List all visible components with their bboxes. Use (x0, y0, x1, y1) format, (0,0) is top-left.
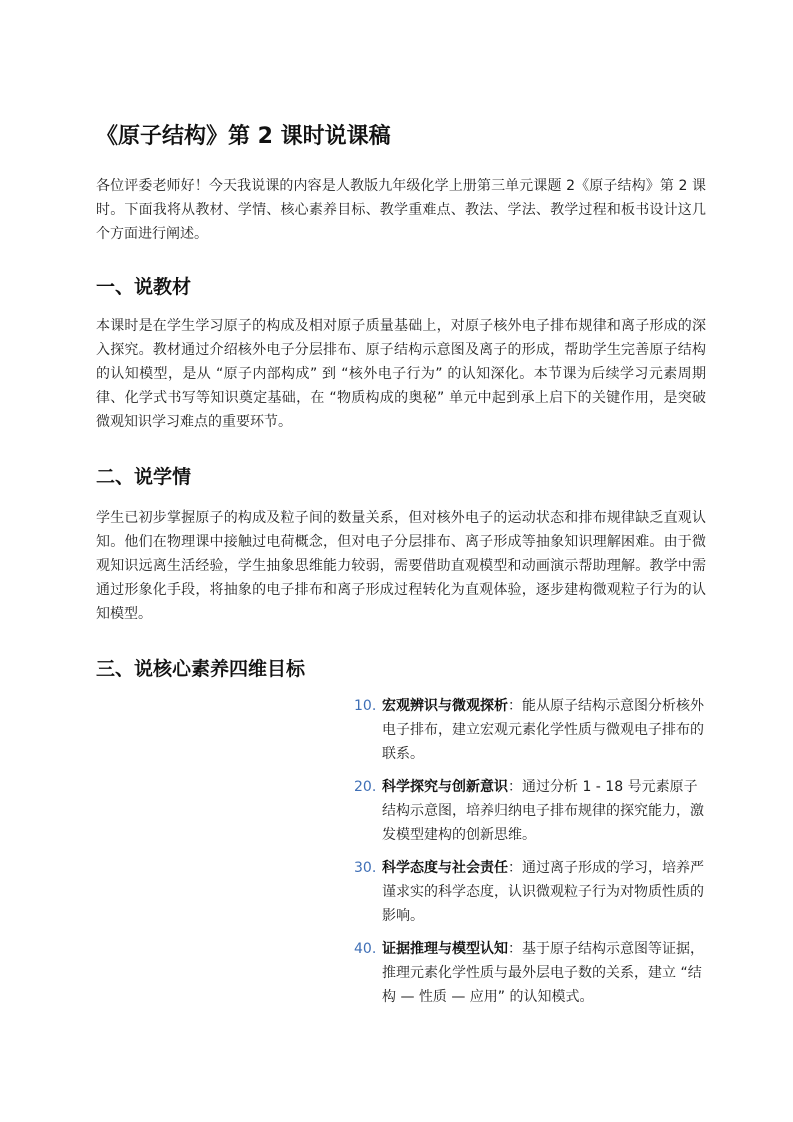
goal-text: ：通过离子形成的学习，培养严谨求实的科学态度，认识微观粒子行为对物质性质的影响。 (382, 860, 704, 924)
section-body-students: 学生已初步掌握原子的构成及粒子间的数量关系，但对核外电子的运动状态和排布规律缺乏直观认知。他们在物理课中接触过电荷概念，但对电子分层排布、离子形成等抽象知识理解困难。由于微观知识远离生活经验，学生抽象思维能力较弱，需要借助直观模型和动画演示帮助理解。教学中需通过形象化手段，将抽象的电子排布和离子形成过程转化为直观体验，逐步建构微观粒子行为的认知模型。 (96, 510, 706, 622)
goal-term: 科学探究与创新意识 (382, 779, 508, 795)
document-title: 《原子结构》第 2 课时说课稿 (96, 124, 391, 149)
goal-item (354, 856, 704, 928)
goal-term: 科学态度与社会责任 (382, 860, 508, 876)
section-heading-students: 二、说学情 (96, 466, 192, 488)
document-page (96, 118, 706, 1018)
goal-number: 10. (354, 698, 377, 714)
goal-item (354, 937, 704, 1009)
section-heading-goals: 三、说核心素养四维目标 (96, 658, 306, 680)
goal-item (354, 775, 704, 847)
section-body-textbook: 本课时是在学生学习原子的构成及相对原子质量基础上，对原子核外电子排布规律和离子形成的深入探究。教材通过介绍核外电子分层排布、原子结构示意图及离子的形成，帮助学生完善原子结构的认知模型，是从 “原子内部构成” 到 “核外电子行为” 的认知深化。本节课为后续学习元素周期律、化学式书写等知识奠定基础，在 “物质构成的奥秘” 单元中起到承上启下的关键作用，是突破微观知识学习难点的重要环节。 (96, 318, 706, 430)
goal-term: 证据推理与模型认知 (382, 941, 508, 957)
goal-number: 20. (354, 779, 377, 795)
goal-text: ：基于原子结构示意图等证据，推理元素化学性质与最外层电子数的关系，建立 “结构 — 性质 — 应用” 的认知模式。 (382, 941, 704, 1005)
goal-term: 宏观辨识与微观探析 (382, 698, 508, 714)
goal-number: 30. (354, 860, 377, 876)
goals-list (354, 694, 704, 1009)
section-heading-textbook: 一、说教材 (96, 276, 192, 298)
intro-paragraph: 各位评委老师好！今天我说课的内容是人教版九年级化学上册第三单元课题 2《原子结构》第 2 课时。下面我将从教材、学情、核心素养目标、教学重难点、教法、学法、教学过程和板书设计这几个方面进行阐述。 (96, 178, 706, 242)
goal-number: 40. (354, 941, 377, 957)
goal-text: ：能从原子结构示意图分析核外电子排布，建立宏观元素化学性质与微观电子排布的联系。 (382, 698, 704, 762)
goal-text: ：通过分析 1 - 18 号元素原子结构示意图，培养归纳电子排布规律的探究能力，激发模型建构的创新思维。 (382, 779, 704, 843)
goal-item (354, 694, 704, 766)
